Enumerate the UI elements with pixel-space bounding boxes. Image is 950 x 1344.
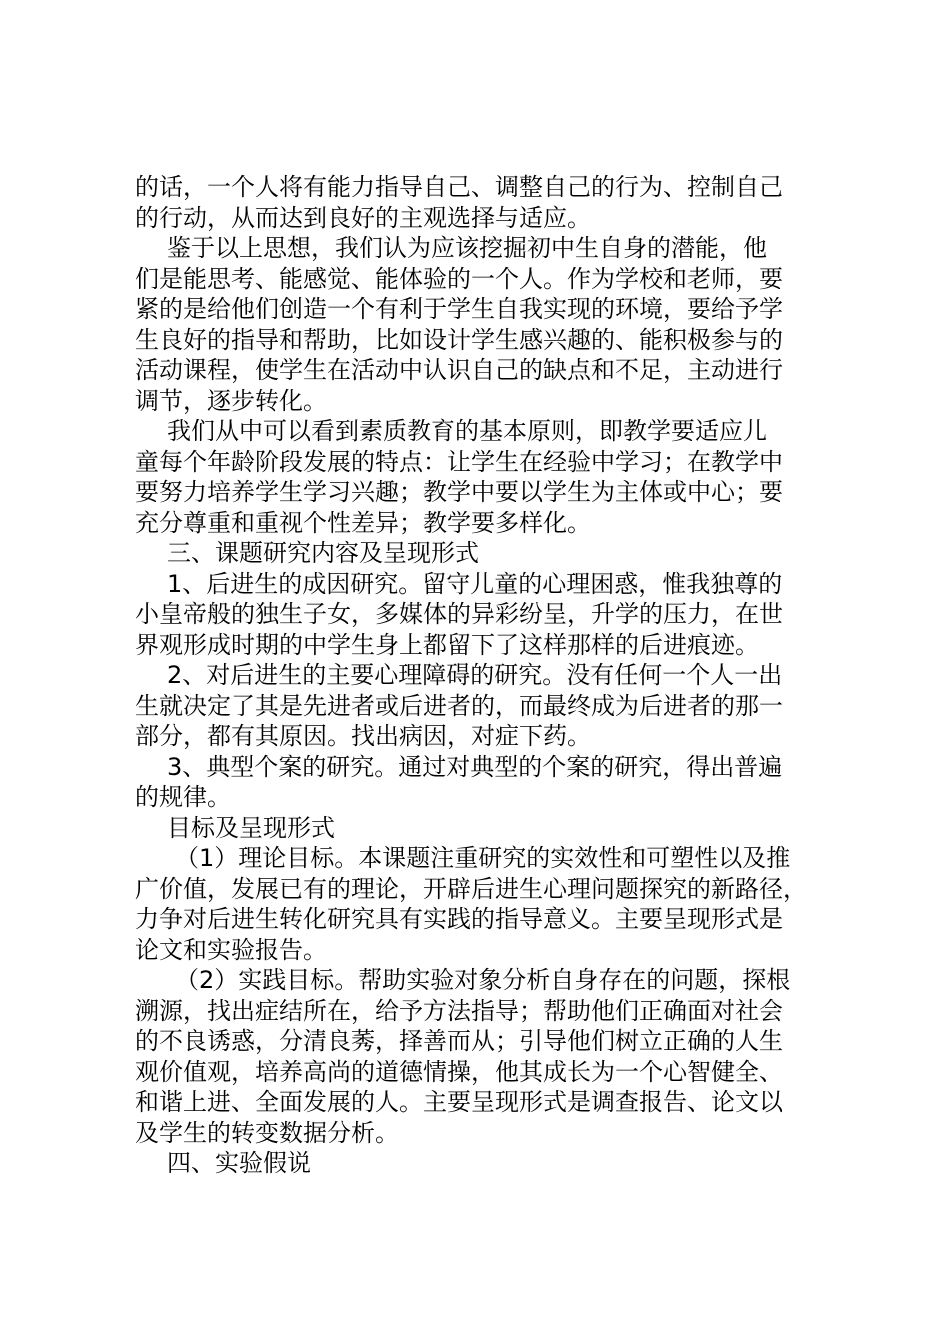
text-line: 目标及呈现形式 (167, 813, 335, 842)
text-line: 2、对后进生的主要心理障碍的研究。没有任何一个人一出 (167, 661, 783, 689)
document-body (135, 172, 855, 1179)
text-line: 观价值观，培养高尚的道德情操，他其成长为一个心智健全、 (135, 1057, 783, 1086)
text-line: 溯源，找出症结所在，给予方法指导；帮助他们正确面对社会 (135, 996, 783, 1025)
text-line: （1）理论目标。本课题注重研究的实效性和可塑性以及推 (175, 844, 791, 872)
text-line: 鉴于以上思想，我们认为应该挖掘初中生自身的潜能，他 (167, 234, 767, 262)
text-line: 广价值，发展已有的理论，开辟后进生心理问题探究的新路径， (135, 874, 807, 903)
text-line: 部分，都有其原因。找出病因，对症下药。 (135, 722, 591, 750)
text-line: 力争对后进生转化研究具有实践的指导意义。主要呈现形式是 (135, 905, 783, 933)
text-line: 要努力培养学生学习兴趣；教学中要以学生为主体或中心；要 (135, 478, 783, 506)
text-line: （2）实践目标。帮助实验对象分析自身存在的问题，探根 (175, 966, 791, 994)
text-line: 我们从中可以看到素质教育的基本原则，即教学要适应儿 (167, 417, 767, 445)
text-line: 的行动，从而达到良好的主观选择与适应。 (135, 203, 591, 232)
text-line: 紧的是给他们创造一个有利于学生自我实现的环境，要给予学 (135, 295, 783, 323)
text-line: 3、典型个案的研究。通过对典型的个案的研究，得出普遍 (167, 752, 783, 781)
text-line: 四、实验假说 (167, 1149, 311, 1177)
text-line: 的不良诱惑，分清良莠，择善而从；引导他们树立正确的人生 (135, 1027, 783, 1055)
text-line: 和谐上进、全面发展的人。主要呈现形式是调查报告、论文以 (135, 1088, 783, 1116)
text-line: 充分尊重和重视个性差异；教学要多样化。 (135, 508, 591, 537)
text-line: 小皇帝般的独生子女，多媒体的异彩纷呈，升学的压力，在世 (135, 600, 783, 628)
text-line: 的规律。 (135, 783, 231, 811)
text-line: 生良好的指导和帮助，比如设计学生感兴趣的、能积极参与的 (135, 325, 783, 354)
text-line: 1、后进生的成因研究。留守儿童的心理困惑，惟我独尊的 (167, 569, 783, 598)
text-line: 的话，一个人将有能力指导自己、调整自己的行为、控制自己 (135, 173, 783, 201)
text-line: 生就决定了其是先进者或后进者的，而最终成为后进者的那一 (135, 691, 783, 720)
text-line: 论文和实验报告。 (135, 935, 327, 964)
text-line: 们是能思考、能感觉、能体验的一个人。作为学校和老师，要 (135, 264, 783, 293)
text-line: 界观形成时期的中学生身上都留下了这样那样的后进痕迹。 (135, 630, 759, 659)
text-line: 三、课题研究内容及呈现形式 (167, 539, 479, 567)
text-line: 活动课程，使学生在活动中认识自己的缺点和不足，主动进行 (135, 356, 783, 384)
text-line: 及学生的转变数据分析。 (135, 1118, 399, 1147)
text-line: 调节，逐步转化。 (135, 386, 327, 415)
text-line: 童每个年龄阶段发展的特点：让学生在经验中学习；在教学中 (135, 447, 783, 476)
